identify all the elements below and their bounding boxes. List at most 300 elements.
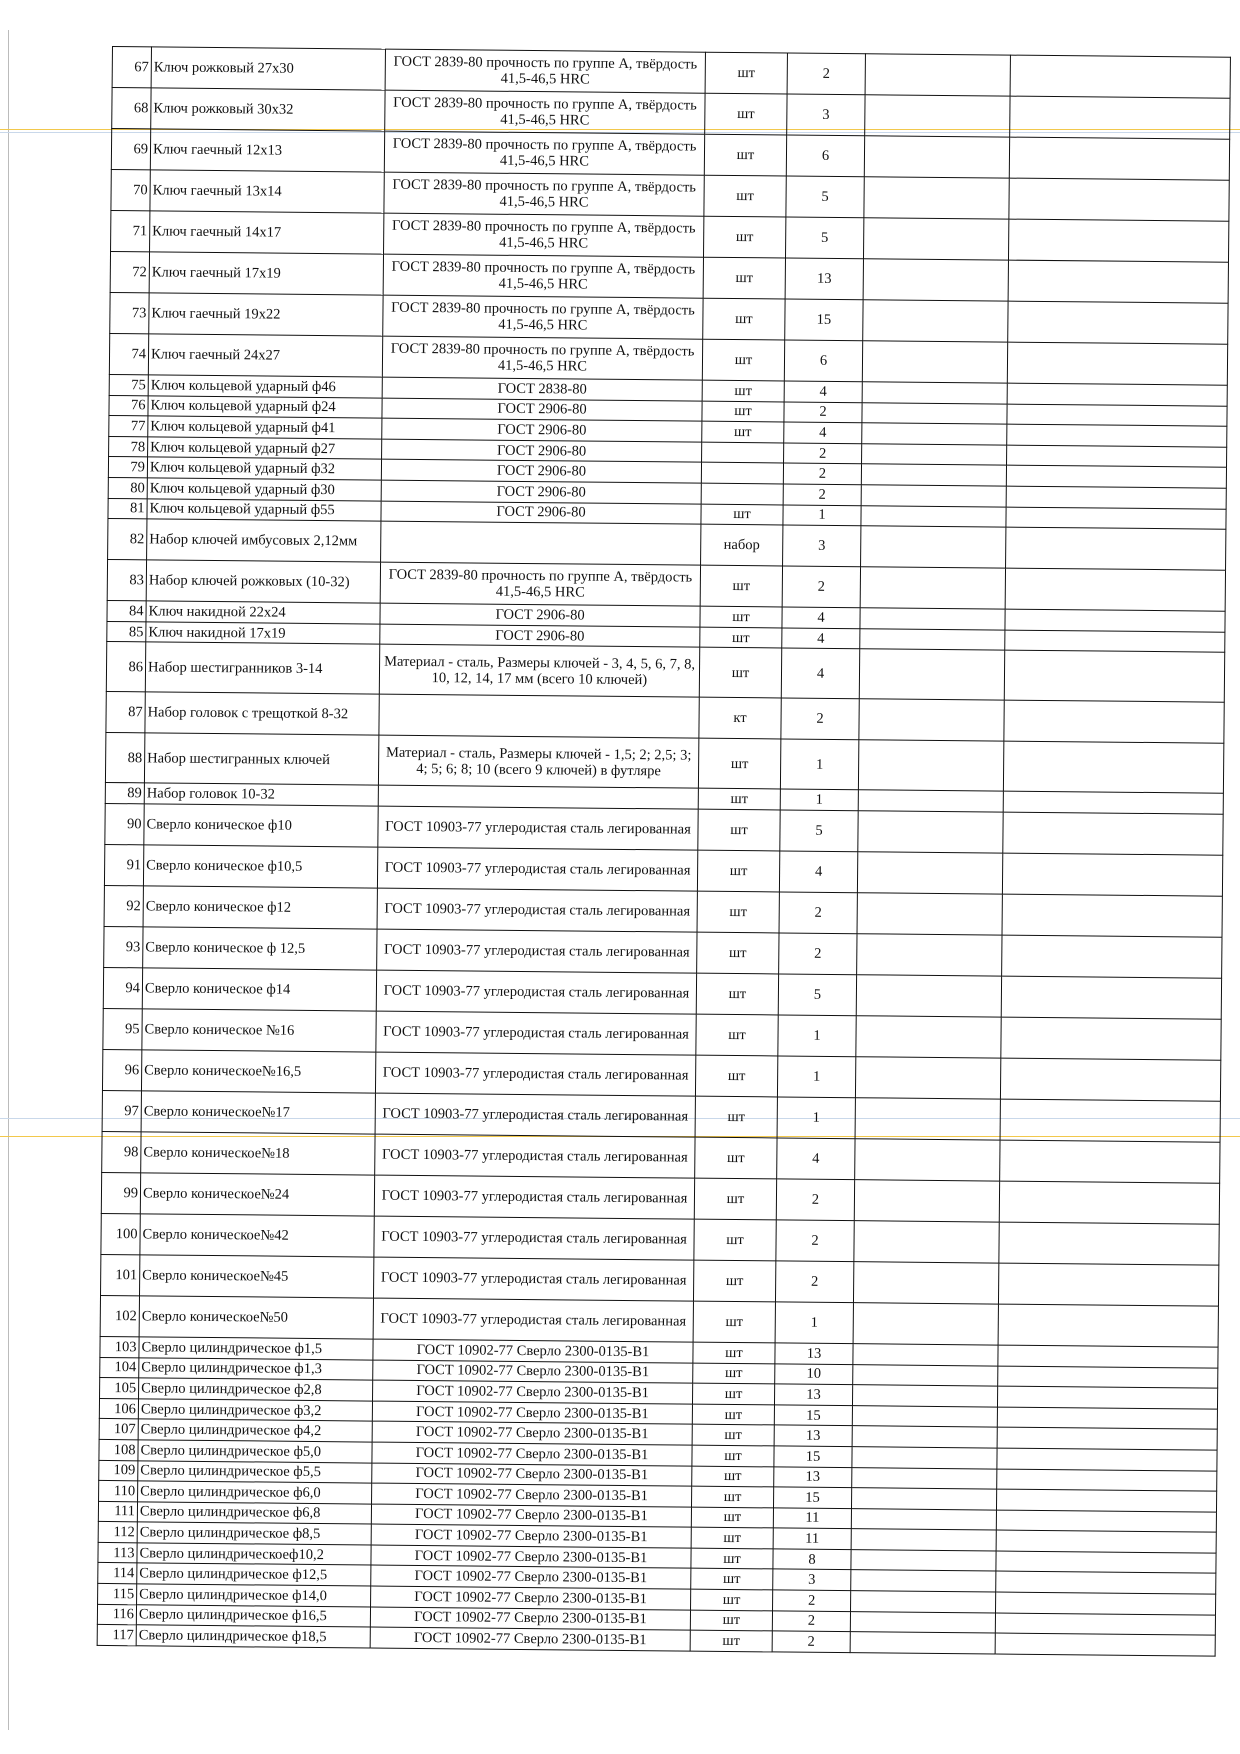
unit-cell: шт <box>702 401 784 422</box>
unit-cell: шт <box>700 565 782 607</box>
empty-cell <box>857 934 1002 976</box>
empty-cell <box>852 1447 997 1469</box>
empty-cell <box>1009 137 1229 180</box>
empty-cell <box>999 1222 1219 1265</box>
empty-cell <box>852 1405 997 1427</box>
unit-cell: шт <box>691 1569 773 1590</box>
standard-cell: ГОСТ 10903-77 углеродистая сталь легированная <box>378 806 698 850</box>
standard-cell: ГОСТ 10903-77 углеродистая сталь легированная <box>375 1093 695 1137</box>
empty-cell <box>854 1180 999 1222</box>
item-name-cell: Ключ гаечный 24х27 <box>148 334 382 377</box>
item-name-cell: Сверло коническое ф10 <box>144 804 378 847</box>
row-number-cell: 111 <box>98 1501 137 1522</box>
empty-cell <box>1003 791 1223 814</box>
quantity-cell: 2 <box>773 1590 851 1611</box>
item-name-cell: Ключ накидной 17х19 <box>146 622 380 645</box>
quantity-cell: 2 <box>779 933 857 975</box>
standard-cell: ГОСТ 2838-80 <box>382 377 702 401</box>
row-number-cell: 110 <box>99 1481 138 1502</box>
item-name-cell: Ключ кольцевой ударный ф55 <box>147 498 381 521</box>
empty-cell <box>996 1551 1216 1574</box>
item-name-cell: Сверло цилиндрическое ф14,0 <box>137 1584 371 1607</box>
quantity-cell: 2 <box>776 1179 854 1221</box>
item-name-cell: Сверло цилиндрическое ф5,5 <box>138 1460 372 1483</box>
empty-cell <box>851 1550 996 1572</box>
item-name-cell: Сверло коническое№24 <box>140 1173 374 1216</box>
row-number-cell: 114 <box>98 1563 137 1584</box>
item-name-cell: Сверло цилиндрическое ф6,0 <box>138 1481 372 1504</box>
empty-cell <box>856 975 1001 1017</box>
item-name-cell: Набор головок с трещоткой 8-32 <box>145 692 379 735</box>
row-number-cell: 86 <box>106 642 145 692</box>
quantity-cell: 2 <box>781 698 859 740</box>
standard-cell: ГОСТ 10902-77 Сверло 2300-0135-В1 <box>371 1524 691 1548</box>
item-name-cell: Сверло цилиндрическое ф4,2 <box>138 1419 372 1442</box>
unit-cell: шт <box>704 175 786 217</box>
standard-cell: ГОСТ 10903-77 углеродистая сталь легированная <box>375 1134 695 1178</box>
unit-cell: шт <box>697 932 779 974</box>
row-number-cell: 78 <box>109 436 148 457</box>
quantity-cell: 1 <box>783 505 861 526</box>
empty-cell <box>998 1345 1218 1368</box>
unit-cell: кт <box>699 698 781 740</box>
row-number-cell: 109 <box>99 1460 138 1481</box>
quantity-cell: 15 <box>774 1487 852 1508</box>
empty-cell <box>851 1529 996 1551</box>
item-name-cell: Набор шестигранных ключей <box>144 733 378 785</box>
empty-cell <box>851 1591 996 1613</box>
standard-cell: ГОСТ 10902-77 Сверло 2300-0135-В1 <box>371 1545 691 1569</box>
item-name-cell: Сверло коническое№50 <box>139 1296 373 1339</box>
standard-cell: ГОСТ 10902-77 Сверло 2300-0135-В1 <box>373 1380 693 1404</box>
standard-cell: ГОСТ 10902-77 Сверло 2300-0135-В1 <box>372 1483 692 1507</box>
empty-cell <box>1007 342 1227 385</box>
row-number-cell: 83 <box>107 560 146 601</box>
standard-cell: ГОСТ 10903-77 углеродистая сталь легированная <box>375 1052 695 1096</box>
quantity-cell: 11 <box>773 1508 851 1529</box>
quantity-cell: 1 <box>780 739 858 790</box>
empty-cell <box>857 852 1002 894</box>
standard-cell: ГОСТ 2839-80 прочность по группе А, твёрдость 41,5-46,5 HRC <box>385 90 705 134</box>
standard-cell: ГОСТ 10902-77 Сверло 2300-0135-В1 <box>370 1627 690 1651</box>
quantity-cell: 13 <box>774 1425 852 1446</box>
empty-cell <box>1002 853 1222 896</box>
empty-cell <box>996 1530 1216 1553</box>
empty-cell <box>1004 700 1224 743</box>
row-number-cell: 71 <box>111 210 150 251</box>
empty-cell <box>851 1488 996 1510</box>
standard-cell: ГОСТ 10902-77 Сверло 2300-0135-В1 <box>372 1442 692 1466</box>
item-name-cell: Сверло коническое ф10,5 <box>143 845 377 888</box>
row-number-cell: 113 <box>98 1542 137 1563</box>
item-name-cell: Ключ кольцевой ударный ф30 <box>147 478 381 501</box>
empty-cell <box>1006 486 1226 509</box>
item-name-cell: Набор ключей имбусовых 2,12мм <box>147 519 381 562</box>
unit-cell: шт <box>693 1363 775 1384</box>
row-number-cell: 81 <box>108 498 147 519</box>
empty-cell <box>858 740 1003 791</box>
row-number-cell: 75 <box>109 374 148 395</box>
empty-cell <box>860 608 1005 630</box>
standard-cell: ГОСТ 10903-77 углеродистая сталь легированная <box>373 1257 693 1301</box>
empty-cell <box>852 1467 997 1489</box>
unit-cell: шт <box>691 1507 773 1528</box>
empty-cell <box>853 1303 998 1345</box>
empty-cell <box>856 1016 1001 1058</box>
standard-cell: ГОСТ 10903-77 углеродистая сталь легированная <box>376 970 696 1014</box>
empty-cell <box>1006 465 1226 488</box>
item-name-cell: Сверло коническое №16 <box>142 1009 376 1052</box>
standard-cell: ГОСТ 10903-77 углеродистая сталь легированная <box>373 1298 693 1342</box>
empty-cell <box>863 218 1008 260</box>
row-number-cell: 84 <box>107 601 146 622</box>
item-name-cell: Сверло цилиндрическое ф1,5 <box>139 1337 373 1360</box>
item-name-cell: Сверло цилиндрическое ф2,8 <box>139 1378 373 1401</box>
unit-cell: шт <box>698 809 780 851</box>
row-number-cell: 117 <box>97 1625 136 1646</box>
unit-cell: шт <box>702 421 784 442</box>
empty-cell <box>1000 1099 1220 1142</box>
standard-cell: ГОСТ 2839-80 прочность по группе А, твёрдость 41,5-46,5 HRC <box>384 131 704 175</box>
empty-cell <box>860 567 1005 609</box>
standard-cell: ГОСТ 2906-80 <box>382 398 702 422</box>
standard-cell: ГОСТ 10902-77 Сверло 2300-0135-В1 <box>371 1566 691 1590</box>
standard-cell: ГОСТ 10903-77 углеродистая сталь легированная <box>377 847 697 891</box>
row-number-cell: 98 <box>102 1131 141 1172</box>
standard-cell: ГОСТ 10903-77 углеродистая сталь легированная <box>374 1175 694 1219</box>
standard-cell: ГОСТ 2906-80 <box>381 459 701 483</box>
empty-cell <box>1009 178 1229 221</box>
quantity-cell: 1 <box>775 1302 853 1344</box>
row-number-cell: 91 <box>104 844 143 885</box>
row-number-cell: 76 <box>109 395 148 416</box>
empty-cell <box>859 649 1004 700</box>
standard-cell: ГОСТ 10902-77 Сверло 2300-0135-В1 <box>373 1339 693 1363</box>
row-number-cell: 103 <box>100 1336 139 1357</box>
empty-cell <box>995 1633 1215 1656</box>
item-name-cell: Сверло коническое ф14 <box>142 968 376 1011</box>
row-number-cell: 94 <box>103 967 142 1008</box>
empty-cell <box>1005 568 1225 611</box>
item-name-cell: Набор головок 10-32 <box>144 783 378 806</box>
quantity-cell: 6 <box>786 135 864 177</box>
standard-cell: ГОСТ 2839-80 прочность по группе А, твёрдость 41,5-46,5 HRC <box>384 172 704 216</box>
empty-cell <box>854 1221 999 1263</box>
quantity-cell: 2 <box>784 402 862 423</box>
empty-cell <box>864 136 1009 178</box>
standard-cell: ГОСТ 2839-80 прочность по группе А, твёрдость 41,5-46,5 HRC <box>380 562 700 606</box>
empty-cell <box>851 1508 996 1530</box>
standard-cell: Материал - сталь, Размеры ключей - 3, 4, 5, 6, 7, 8, 10, 12, 14, 17 мм (всего 10 ключей) <box>379 644 699 697</box>
unit-cell: шт <box>693 1301 775 1343</box>
empty-cell <box>1006 507 1226 530</box>
unit-cell: шт <box>704 216 786 258</box>
quantity-cell: 6 <box>784 340 862 382</box>
row-number-cell: 90 <box>105 803 144 844</box>
row-number-cell: 72 <box>110 251 149 292</box>
quantity-cell: 2 <box>779 892 857 934</box>
row-number-cell: 115 <box>98 1583 137 1604</box>
item-name-cell: Ключ кольцевой ударный ф41 <box>148 416 382 439</box>
empty-cell <box>1005 630 1225 653</box>
unit-cell: шт <box>700 606 782 627</box>
quantity-cell: 13 <box>775 1343 853 1364</box>
empty-cell <box>998 1263 1218 1306</box>
item-name-cell: Сверло коническое№42 <box>140 1214 374 1257</box>
row-number-cell: 89 <box>105 783 144 804</box>
unit-cell: шт <box>703 298 785 340</box>
row-number-cell: 101 <box>101 1254 140 1295</box>
quantity-cell: 4 <box>784 422 862 443</box>
standard-cell <box>381 521 701 565</box>
standard-cell: ГОСТ 2906-80 <box>380 603 700 627</box>
quantity-cell: 4 <box>781 648 859 699</box>
row-number-cell: 93 <box>104 926 143 967</box>
quantity-cell: 4 <box>782 607 860 628</box>
standard-cell: ГОСТ 2906-80 <box>381 501 701 525</box>
standard-cell <box>379 694 699 738</box>
empty-cell <box>862 423 1007 445</box>
standard-cell: ГОСТ 10902-77 Сверло 2300-0135-В1 <box>372 1401 692 1425</box>
unit-cell: шт <box>704 134 786 176</box>
row-number-cell: 116 <box>97 1604 136 1625</box>
empty-cell <box>1001 1017 1221 1060</box>
empty-cell <box>1008 260 1228 303</box>
unit-cell: шт <box>691 1548 773 1569</box>
inventory-table-body <box>97 47 1230 1657</box>
empty-cell <box>1001 976 1221 1019</box>
unit-cell: шт <box>690 1610 772 1631</box>
unit-cell: шт <box>700 627 782 648</box>
item-name-cell: Ключ кольцевой ударный ф27 <box>148 437 382 460</box>
standard-cell: ГОСТ 10902-77 Сверло 2300-0135-В1 <box>370 1607 690 1631</box>
row-number-cell: 104 <box>100 1357 139 1378</box>
empty-cell <box>862 341 1007 383</box>
row-number-cell: 102 <box>100 1295 139 1336</box>
empty-cell <box>859 699 1004 741</box>
empty-cell <box>851 1570 996 1592</box>
empty-cell <box>996 1592 1216 1615</box>
quantity-cell: 3 <box>773 1569 851 1590</box>
empty-cell <box>858 790 1003 812</box>
row-number-cell: 92 <box>104 885 143 926</box>
unit-cell: шт <box>698 789 780 810</box>
unit-cell <box>701 483 783 504</box>
unit-cell: шт <box>701 504 783 525</box>
empty-cell <box>1000 1058 1220 1101</box>
row-number-cell: 96 <box>102 1049 141 1090</box>
standard-cell: ГОСТ 2906-80 <box>380 624 700 648</box>
item-name-cell: Сверло цилиндрическое ф5,0 <box>138 1440 372 1463</box>
quantity-cell: 2 <box>783 484 861 505</box>
quantity-cell: 4 <box>779 851 857 893</box>
row-number-cell: 108 <box>99 1439 138 1460</box>
empty-cell <box>862 402 1007 424</box>
quantity-cell: 15 <box>774 1446 852 1467</box>
standard-cell: ГОСТ 10903-77 углеродистая сталь легированная <box>374 1216 694 1260</box>
empty-cell <box>1003 741 1223 793</box>
empty-cell <box>853 1262 998 1304</box>
empty-cell <box>1005 609 1225 632</box>
row-number-cell: 95 <box>103 1008 142 1049</box>
item-name-cell: Сверло коническое№16,5 <box>141 1050 375 1093</box>
empty-cell <box>1008 301 1228 344</box>
quantity-cell: 5 <box>778 974 856 1016</box>
empty-cell <box>1008 219 1228 262</box>
row-number-cell: 107 <box>99 1419 138 1440</box>
scan-page-edge <box>8 30 9 1730</box>
empty-cell <box>1000 1140 1220 1183</box>
quantity-cell: 8 <box>773 1549 851 1570</box>
empty-cell <box>861 485 1006 507</box>
unit-cell: шт <box>692 1466 774 1487</box>
standard-cell: ГОСТ 10902-77 Сверло 2300-0135-В1 <box>371 1586 691 1610</box>
empty-cell <box>998 1366 1218 1389</box>
row-number-cell: 77 <box>109 416 148 437</box>
item-name-cell: Ключ гаечный 14х17 <box>150 211 384 254</box>
empty-cell <box>852 1385 997 1407</box>
unit-cell: шт <box>698 739 780 790</box>
unit-cell: шт <box>692 1486 774 1507</box>
row-number-cell: 69 <box>111 129 150 170</box>
empty-cell <box>997 1427 1217 1450</box>
quantity-cell: 4 <box>784 381 862 402</box>
row-number-cell: 112 <box>98 1522 137 1543</box>
row-number-cell: 73 <box>110 292 149 333</box>
standard-cell: ГОСТ 2906-80 <box>382 418 702 442</box>
item-name-cell: Ключ рожковый 27х30 <box>151 47 385 90</box>
item-name-cell: Ключ кольцевой ударный ф32 <box>147 457 381 480</box>
empty-cell <box>855 1098 1000 1140</box>
unit-cell <box>701 463 783 484</box>
standard-cell: Материал - сталь, Размеры ключей - 1,5; 2; 2,5; 3; 4; 5; 6; 8; 10 (всего 9 ключей) в футляре <box>378 735 698 788</box>
empty-cell <box>865 95 1010 137</box>
quantity-cell: 5 <box>780 810 858 852</box>
inventory-sheet <box>96 46 1230 1749</box>
row-number-cell: 74 <box>109 333 148 374</box>
item-name-cell: Сверло цилиндрическое ф18,5 <box>136 1625 370 1648</box>
empty-cell <box>1007 445 1227 468</box>
empty-cell <box>853 1364 998 1386</box>
empty-cell <box>996 1572 1216 1595</box>
item-name-cell: Сверло цилиндрическое ф6,8 <box>137 1501 371 1524</box>
empty-cell <box>855 1057 1000 1099</box>
inventory-table <box>97 46 1231 1657</box>
row-number-cell: 79 <box>108 457 147 478</box>
unit-cell: шт <box>699 648 781 699</box>
quantity-cell: 2 <box>787 53 865 95</box>
unit-cell: шт <box>703 257 785 299</box>
empty-cell <box>858 811 1003 853</box>
quantity-cell: 5 <box>785 217 863 259</box>
row-number-cell: 82 <box>108 519 147 560</box>
quantity-cell: 2 <box>772 1611 850 1632</box>
standard-cell: ГОСТ 2839-80 прочность по группе А, твёрдость 41,5-46,5 HRC <box>385 49 705 93</box>
item-name-cell: Сверло цилиндрическое ф12,5 <box>137 1563 371 1586</box>
quantity-cell: 2 <box>772 1631 850 1652</box>
empty-cell <box>1003 812 1223 855</box>
unit-cell: шт <box>690 1630 772 1651</box>
item-name-cell: Сверло цилиндрическое ф3,2 <box>138 1399 372 1422</box>
row-number-cell: 100 <box>101 1213 140 1254</box>
empty-cell <box>861 464 1006 486</box>
unit-cell: шт <box>695 1055 777 1097</box>
quantity-cell: 2 <box>776 1220 854 1262</box>
quantity-cell: 2 <box>783 463 861 484</box>
empty-cell <box>863 300 1008 342</box>
empty-cell <box>855 1139 1000 1181</box>
standard-cell: ГОСТ 10902-77 Сверло 2300-0135-В1 <box>373 1360 693 1384</box>
empty-cell <box>997 1469 1217 1492</box>
item-name-cell: Сверло коническое ф12 <box>143 886 377 929</box>
empty-cell <box>865 54 1010 96</box>
quantity-cell: 13 <box>785 258 863 300</box>
unit-cell: шт <box>691 1527 773 1548</box>
empty-cell <box>861 526 1006 568</box>
empty-cell <box>850 1611 995 1633</box>
empty-cell <box>861 505 1006 527</box>
quantity-cell: 3 <box>783 525 861 567</box>
empty-cell <box>1010 55 1230 98</box>
empty-cell <box>1010 96 1230 139</box>
empty-cell <box>850 1632 995 1654</box>
row-number-cell: 106 <box>99 1398 138 1419</box>
unit-cell: шт <box>692 1383 774 1404</box>
unit-cell: шт <box>705 52 787 94</box>
unit-cell: шт <box>705 93 787 135</box>
item-name-cell: Сверло цилиндрическое ф16,5 <box>136 1604 370 1627</box>
quantity-cell: 4 <box>777 1138 855 1180</box>
quantity-cell: 13 <box>774 1466 852 1487</box>
empty-cell <box>862 443 1007 465</box>
quantity-cell: 15 <box>774 1405 852 1426</box>
unit-cell: шт <box>696 1014 778 1056</box>
item-name-cell: Набор шестигранников 3-14 <box>145 642 379 694</box>
empty-cell <box>860 628 1005 650</box>
unit-cell: шт <box>697 891 779 933</box>
quantity-cell: 5 <box>786 176 864 218</box>
quantity-cell: 3 <box>787 94 865 136</box>
empty-cell <box>1007 424 1227 447</box>
empty-cell <box>997 1448 1217 1471</box>
row-number-cell: 87 <box>106 692 145 733</box>
standard-cell: ГОСТ 10902-77 Сверло 2300-0135-В1 <box>372 1421 692 1445</box>
quantity-cell: 1 <box>780 789 858 810</box>
unit-cell: шт <box>693 1342 775 1363</box>
unit-cell: шт <box>691 1589 773 1610</box>
unit-cell: шт <box>696 973 778 1015</box>
empty-cell <box>857 893 1002 935</box>
quantity-cell: 2 <box>784 443 862 464</box>
empty-cell <box>1004 650 1224 702</box>
standard-cell: ГОСТ 10903-77 углеродистая сталь легированная <box>376 1011 696 1055</box>
standard-cell: ГОСТ 2839-80 прочность по группе А, твёрдость 41,5-46,5 HRC <box>383 295 703 339</box>
empty-cell <box>998 1304 1218 1347</box>
empty-cell <box>1002 935 1222 978</box>
empty-cell <box>996 1510 1216 1533</box>
item-name-cell: Ключ гаечный 19х22 <box>149 293 383 336</box>
item-name-cell: Ключ гаечный 12х13 <box>150 129 384 172</box>
unit-cell <box>702 442 784 463</box>
item-name-cell: Ключ гаечный 13х14 <box>150 170 384 213</box>
unit-cell: шт <box>692 1424 774 1445</box>
empty-cell <box>997 1407 1217 1430</box>
standard-cell: ГОСТ 10903-77 углеродистая сталь легированная <box>377 888 697 932</box>
item-name-cell: Сверло коническое ф 12,5 <box>143 927 377 970</box>
row-number-cell: 67 <box>112 47 151 88</box>
empty-cell <box>996 1489 1216 1512</box>
unit-cell: шт <box>692 1404 774 1425</box>
